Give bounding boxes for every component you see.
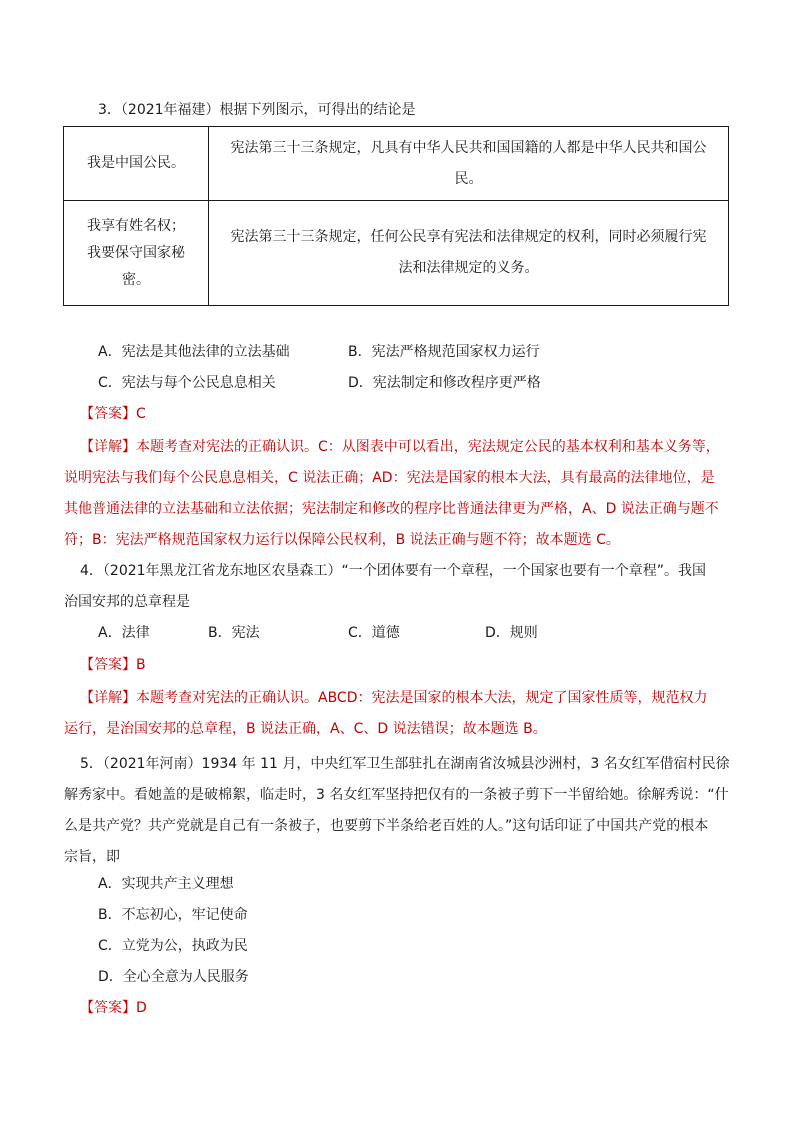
table-cell-left (64, 201, 209, 306)
detail-line: 本题考查对宪法的正确认识。C：从图表中可以看出，宪法规定公民的基本权利和基本义务等， (136, 439, 720, 455)
q4-answer (80, 655, 146, 675)
detail-label: 【详解】 (80, 690, 136, 706)
cell-text: 我享有姓名权； (87, 217, 185, 234)
cell-text: 我要保守国家秘 (87, 244, 185, 261)
q4-option-b: B．宪法 (208, 625, 260, 641)
detail-line: 运行，是治国安邦的总章程，B 说法正确，A、C、D 说法错误；故本题选 B。 (64, 721, 547, 737)
table-row (64, 201, 729, 306)
q3-detail (64, 432, 730, 556)
detail-line: 符；B：宪法严格规范国家权力运行以保障公民权利，B 说法正确与题不符；故本题选 C。 (64, 532, 620, 548)
q4-stem-line: 4．（2021年黑龙江省龙东地区农垦森工）“一个团体要有一个章程，一个国家也要有一个章程”。我国 (80, 563, 707, 579)
answer-label: 【答案】 (80, 657, 136, 673)
answer-label: 【答案】 (80, 1000, 136, 1016)
cell-text: 宪法第三十三条规定，任何公民享有宪法和法律规定的权利，同时必须履行宪 (230, 229, 707, 245)
detail-line: 本题考查对宪法的正确认识。ABCD：宪法是国家的根本大法，规定了国家性质等，规范权力 (136, 690, 708, 706)
q5-option-c: C．立党为公，执政为民 (98, 938, 248, 954)
q4-option-d: D．规则 (485, 625, 538, 641)
answer-value: C (136, 406, 146, 422)
q5-stem-line: 么是共产党？共产党就是自己有一条被子，也要剪下半条给老百姓的人。”这句话印证了中国共产党的根本 (64, 818, 709, 834)
q4-detail (64, 683, 730, 745)
q5-stem (64, 749, 730, 873)
table-cell-left (64, 127, 209, 201)
q5-stem-line: 宗旨，即 (64, 849, 120, 865)
table-cell-right (209, 127, 729, 201)
cell-text: 宪法第三十三条规定，凡具有中华人民共和国国籍的人都是中华人民共和国公 (230, 139, 707, 156)
q3-option-b: B．宪法严格规范国家权力运行 (348, 344, 540, 360)
answer-value: B (136, 657, 146, 673)
q4-option-c: C．道德 (348, 625, 400, 641)
q3-stem: 3．（2021年福建）根据下列图示，可得出的结论是 (98, 102, 416, 118)
q3-option-c: C．宪法与每个公民息息相关 (98, 375, 276, 391)
q5-option-b: B．不忘初心，牢记使命 (98, 907, 248, 923)
table-row (64, 127, 729, 201)
q5-option-d: D．全心全意为人民服务 (98, 969, 249, 985)
detail-label: 【详解】 (80, 439, 136, 455)
q5-option-a: A．实现共产主义理想 (98, 876, 234, 892)
cell-text: 法和法律规定的义务。 (398, 260, 539, 276)
detail-line: 说明宪法与我们每个公民息息相关，C 说法正确；AD：宪法是国家的根本大法，具有最高的法律地位，是 (64, 470, 715, 486)
table-cell-right (209, 201, 729, 306)
answer-label: 【答案】 (80, 406, 136, 422)
q4-stem-line: 治国安邦的总章程是 (64, 594, 190, 610)
q5-stem-line: 5．（2021年河南）1934 年 11 月，中央红军卫生部驻扎在湖南省汝城县沙洲村，3 名女红军借宿村民徐 (80, 756, 730, 772)
q3-answer (80, 404, 146, 424)
cell-text: 密。 (122, 271, 150, 288)
detail-line: 其他普通法律的立法基础和立法依据；宪法制定和修改的程序比普通法律更为严格，A、D 说法正确与题不 (64, 501, 719, 517)
q3-option-a: A．宪法是其他法律的立法基础 (98, 344, 290, 360)
q3-option-d: D．宪法制定和修改程序更严格 (348, 375, 541, 391)
answer-value: D (136, 1000, 147, 1016)
q5-stem-line: 解秀家中。看她盖的是破棉絮，临走时，3 名女红军坚持把仅有的一条被子剪下一半留给她。徐解秀说：“什 (64, 787, 729, 803)
q5-answer (80, 998, 147, 1018)
cell-text: 民。 (454, 170, 483, 187)
q3-table (63, 126, 729, 306)
cell-text: 我是中国公民。 (87, 155, 185, 171)
q4-option-a: A．法律 (98, 625, 150, 641)
